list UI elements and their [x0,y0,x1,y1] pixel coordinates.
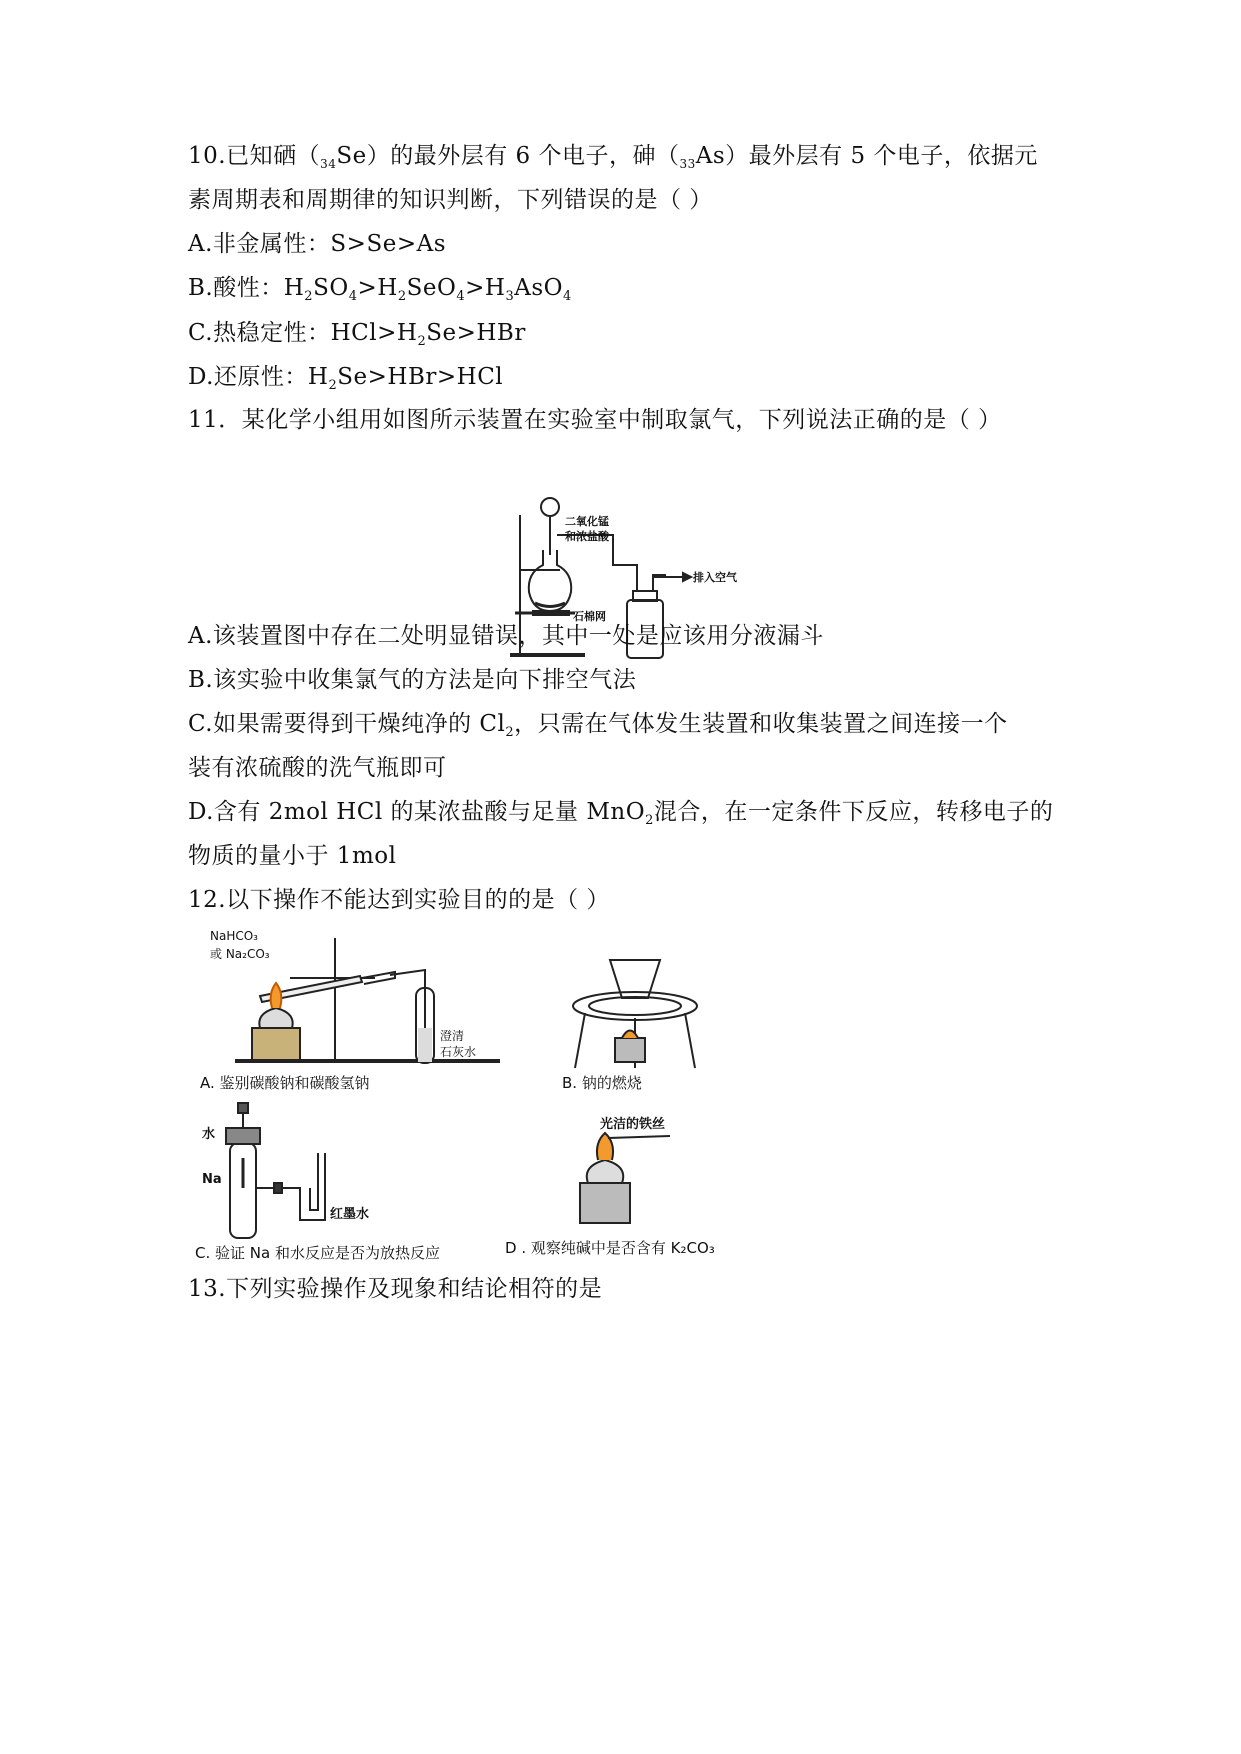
text: AsO [514,275,564,301]
panel-d-caption: D . 观察纯碱中是否含有 K₂CO₃ [505,1239,715,1257]
q10-option-d [188,362,503,401]
q11-option-b: B.该实验中收集氯气的方法是向下排空气法 [188,667,637,693]
subscript: 3 [505,289,515,304]
text: ，只需在气体发生装置和收集装置之间连接一个 [514,711,1008,737]
panel-d-apparatus [580,1133,670,1223]
q13-stem: 13.下列实验操作及现象和结论相符的是 [188,1276,603,1302]
subscript: 2 [417,334,427,349]
q11-option-c-line-2: 装有浓硫酸的洗气瓶即可 [188,755,447,781]
panel-a-limewater-2: 石灰水 [440,1045,477,1059]
q11-option-c-line-1 [188,709,1008,748]
text: Se>HBr [426,320,526,346]
subscript: 4 [456,289,466,304]
text: 混合，在一定条件下反应，转移电子的 [653,799,1054,825]
q10-option-c [188,318,526,357]
q12-figure [190,928,850,1274]
q11-option-d-line-1 [188,797,1053,836]
reagent-label-2: 和浓盐酸 [565,530,609,543]
gauze-label: 石棉网 [573,610,606,623]
subscript: 2 [397,289,407,304]
panel-c-caption: C. 验证 Na 和水反应是否为放热反应 [195,1244,440,1262]
panel-c-water-label: 水 [202,1127,216,1142]
q12-stem: 12.以下操作不能达到实验目的的是（ ） [188,887,610,913]
text: >H [357,275,398,301]
text: 10.已知硒（ [188,143,321,169]
round-flask [529,550,571,611]
q10-option-b [188,273,572,312]
funnel-bulb [541,498,559,516]
subscript: 4 [563,289,572,304]
q10-line-1 [188,141,1038,179]
reagent-label-1: 二氧化锰 [565,515,609,528]
subscript: 2 [304,289,314,304]
text: D.含有 2mol HCl 的某浓盐酸与足量 MnO [188,799,646,825]
panel-a-reagent-1: NaHCO₃ [210,929,258,943]
atomic-number: 33 [679,157,696,171]
panel-b-apparatus [573,960,697,1068]
panel-c-ink-label: 红墨水 [330,1207,370,1222]
q11-option-a: A.该装置图中存在二处明显错误，其中一处是应该用分液漏斗 [188,623,824,649]
text: SO [313,275,349,301]
text: D.还原性：H [188,364,329,390]
outlet-label: 排入空气 [693,571,737,584]
panel-a-caption: A. 鉴别碳酸钠和碳酸氢钠 [200,1074,370,1092]
panel-b-caption: B. 钠的燃烧 [562,1074,642,1092]
panel-a-limewater-1: 澄清 [440,1029,465,1043]
text: >H [465,275,506,301]
panel-a-reagent-2: 或 Na₂CO₃ [210,947,270,961]
text: C.如果需要得到干燥纯净的 Cl [188,711,506,737]
text: Se>HBr>HCl [337,364,504,390]
subscript: 2 [645,813,654,828]
text: As）最外层有 5 个电子，依据元 [695,143,1038,169]
subscript: 2 [505,725,515,740]
subscript: 4 [348,289,358,304]
atomic-number: 34 [320,157,337,171]
text: Se）的最外层有 6 个电子，砷（ [336,143,680,169]
q11-stem: 11．某化学小组用如图所示装置在实验室中制取氯气，下列说法正确的是（ ） [188,407,1002,433]
panel-d-wire-label: 光洁的铁丝 [600,1117,666,1132]
text: B.酸性：H [188,275,305,301]
q10-line-2: 素周期表和周期律的知识判断，下列错误的是（ ） [188,187,713,213]
text: SeO [406,275,457,301]
q10-option-a: A.非金属性：S>Se>As [188,231,447,257]
text: C.热稳定性：HCl>H [188,320,418,346]
panel-c-apparatus [226,1103,325,1238]
panel-c-sodium-label: Na [202,1172,222,1187]
subscript: 2 [328,378,338,393]
q11-option-d-line-2: 物质的量小于 1mol [188,843,397,869]
